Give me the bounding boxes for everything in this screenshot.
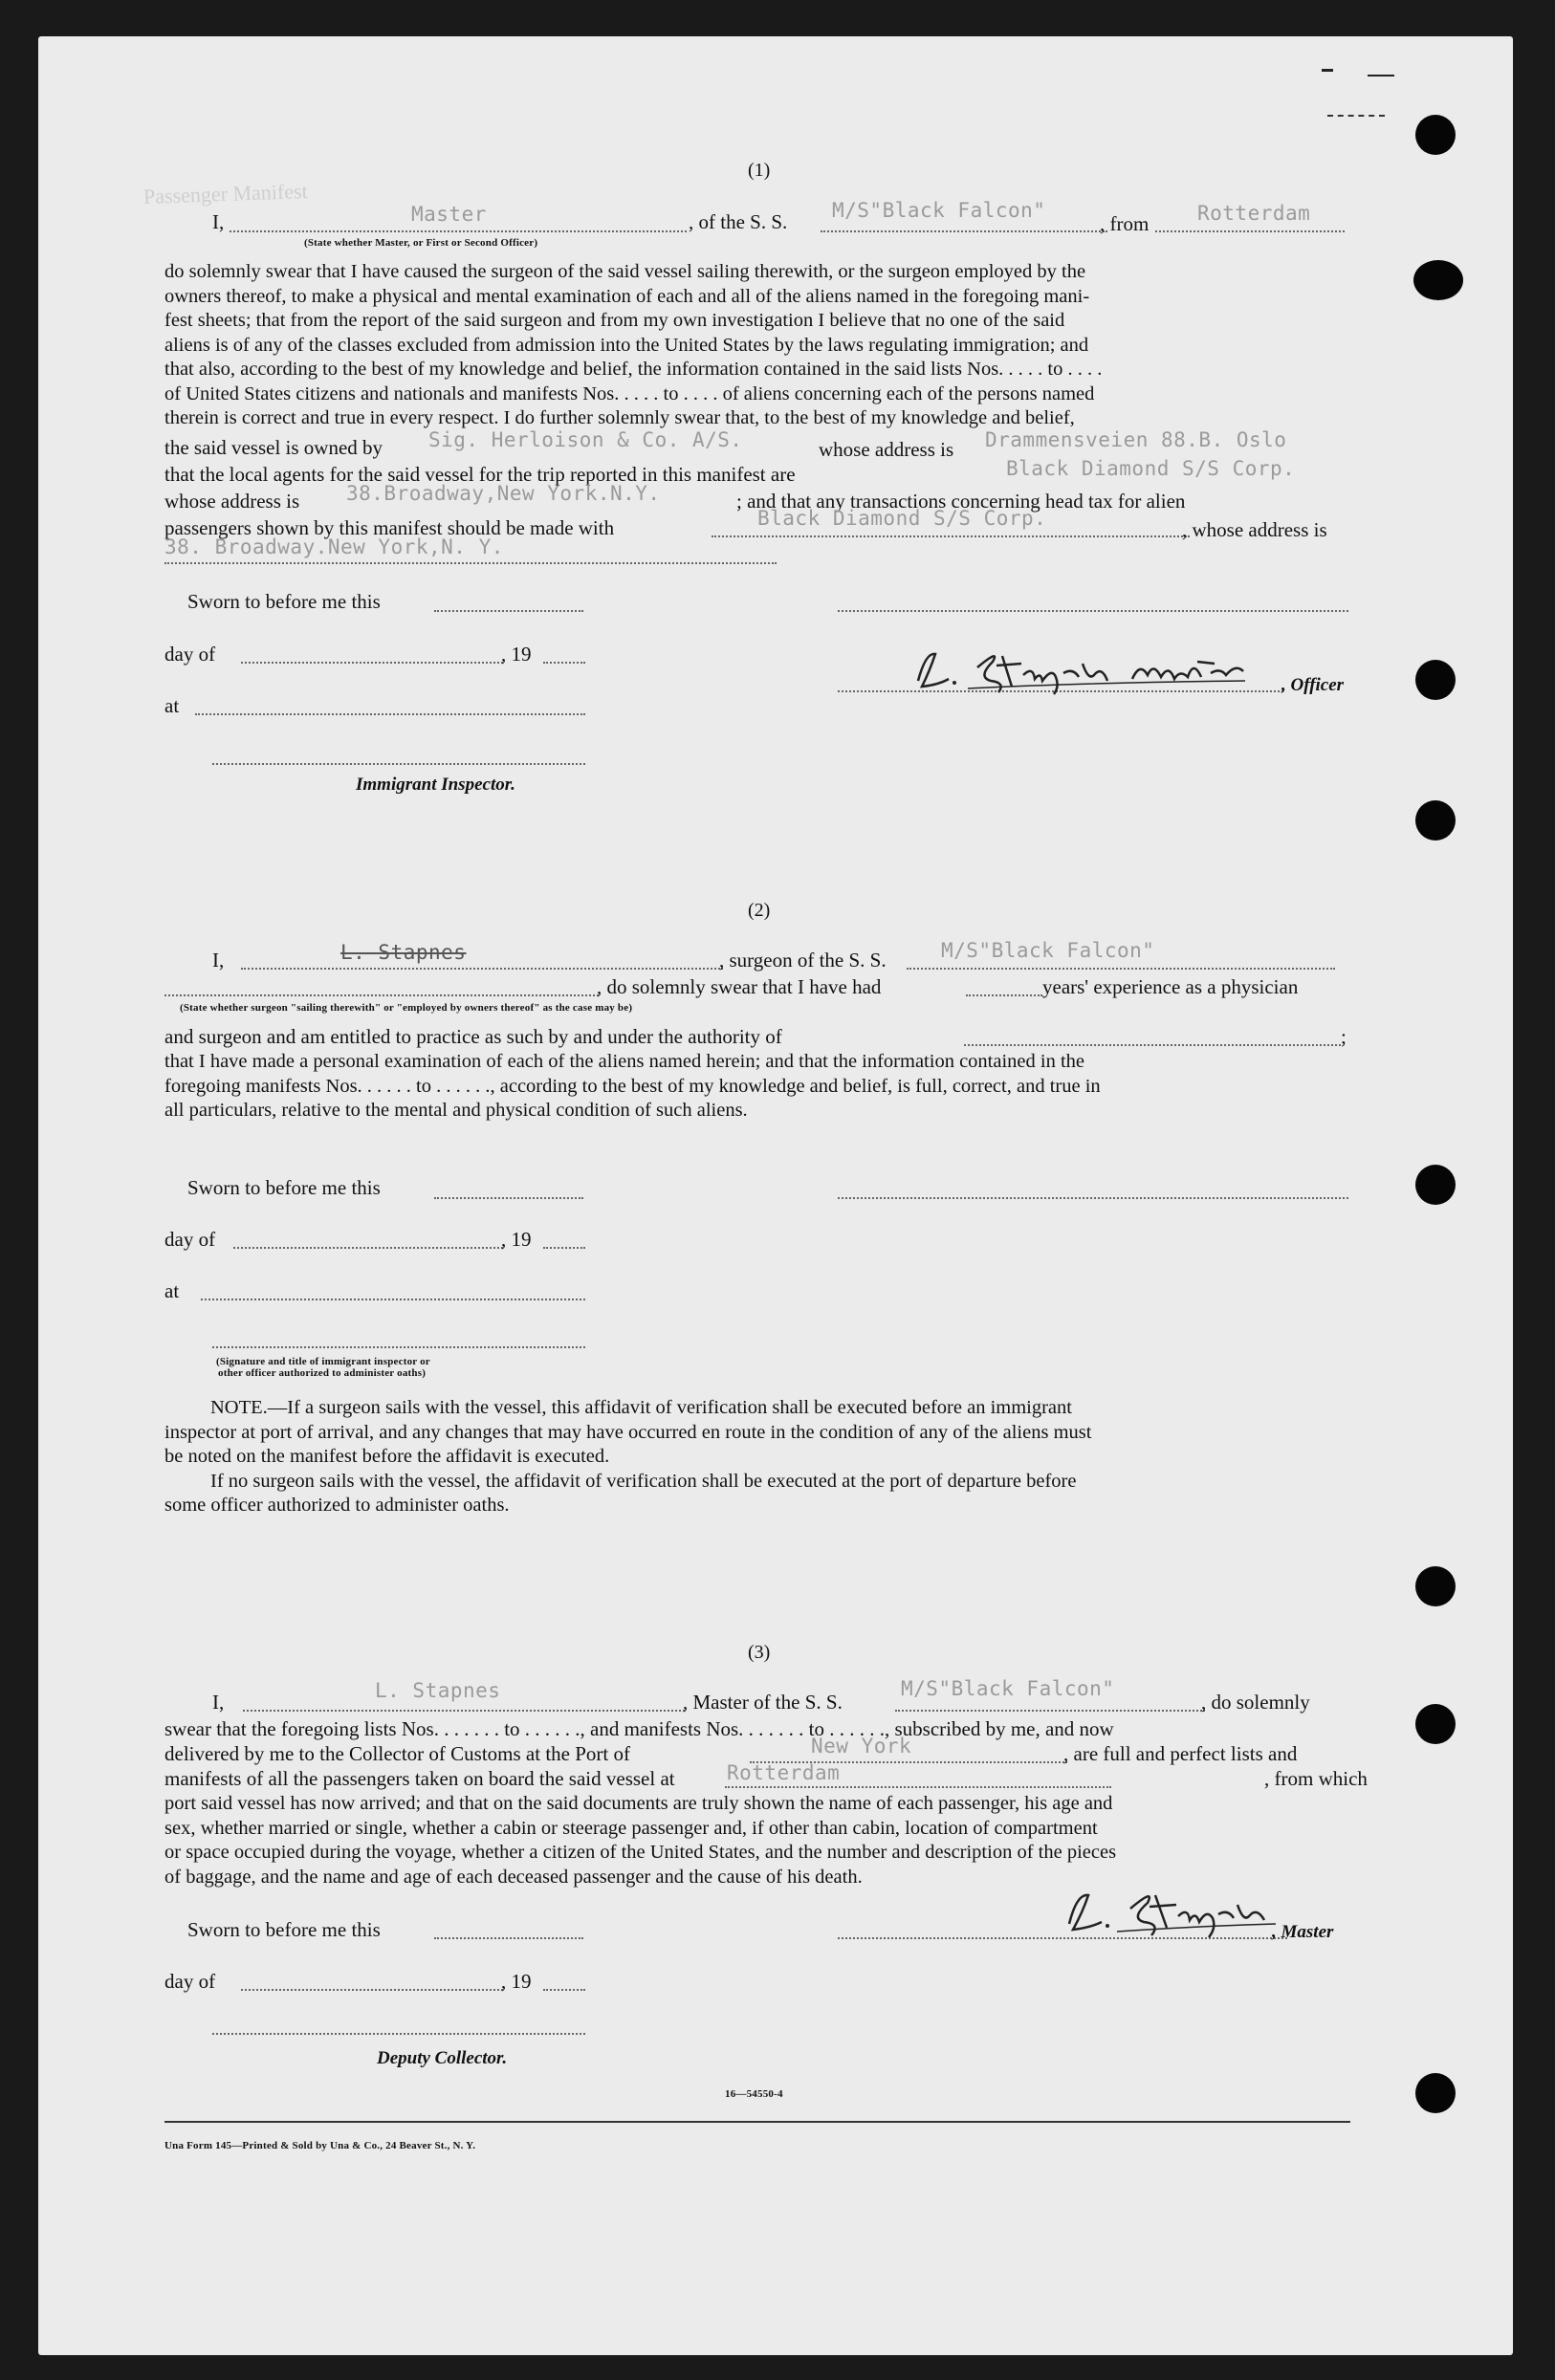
body-line: fest sheets; that from the report of the said surgeon and from my own investigation I believe that no one of the said: [164, 310, 1065, 331]
departure-port: Rotterdam: [727, 1761, 841, 1784]
years-label: years' experience as a physician: [1042, 975, 1299, 998]
full-label: , are full and perfect lists and: [1063, 1742, 1298, 1765]
officer-signature: [910, 643, 1274, 700]
section-number: (2): [748, 900, 771, 921]
body-line: aliens is of any of the classes excluded from admission into the United States by the laws regulating immigration; and: [164, 334, 1089, 356]
corner-mark: [1368, 75, 1394, 76]
departure-port-line: [725, 1786, 1111, 1788]
section-number: (1): [748, 160, 771, 181]
day-of-label: day of: [164, 643, 216, 666]
year-field-line: [543, 1247, 585, 1249]
vessel-name: M/S"Black Falcon": [832, 199, 1046, 222]
body-line: foregoing manifests Nos. . . . . . to . . . . . ., according to the best of my knowledge and belief, is full, correct, and true in: [164, 1075, 1101, 1097]
officer-label: , Officer: [1281, 675, 1345, 695]
punch-hole: [1413, 260, 1463, 300]
sworn-label: Sworn to before me this: [187, 590, 381, 613]
years-field-line: [966, 994, 1042, 996]
manifests-label: manifests of all the passengers taken on board the said vessel at: [164, 1767, 675, 1790]
delivered-label: delivered by me to the Collector of Customs at the Port of: [164, 1742, 630, 1765]
section2-body: [164, 1050, 1350, 1124]
punch-hole: [1415, 115, 1456, 155]
surgeon-name-line: [241, 968, 723, 970]
collector-signature-line: [212, 2033, 585, 2035]
body-line: of United States citizens and nationals and manifests Nos. . . . . to . . . . of aliens concerning each of the persons named: [164, 382, 1095, 404]
body-line: and surgeon and am entitled to practice as such by and under the authority of: [164, 1025, 782, 1048]
master-name: L. Stapnes: [375, 1679, 501, 1702]
signature-line: [838, 610, 1348, 612]
agents-address-label: whose address is: [164, 490, 300, 513]
punch-hole: [1415, 800, 1456, 841]
bleed-through-text: Passenger Manifest: [142, 179, 309, 208]
arrival-port: New York: [811, 1735, 912, 1758]
master-vessel: M/S"Black Falcon": [901, 1677, 1115, 1700]
head-tax-field-line: [712, 535, 1190, 537]
surgeon-of-label: , surgeon of the S. S.: [719, 949, 887, 972]
punch-hole: [1415, 1165, 1456, 1205]
authority-field-line: [964, 1044, 1341, 1046]
swear-label: , do solemnly: [1201, 1691, 1310, 1714]
body-line: therein is correct and true in every respect. I do further solemnly swear that, to the best of my knowledge and belief,: [164, 407, 1075, 428]
note-line: inspector at port of arrival, and any changes that may have occurred en route in the condition of any of the aliens must: [164, 1421, 1092, 1443]
inspector-signature-line: [212, 1346, 585, 1348]
vessel-field-line: [821, 230, 1107, 232]
punch-hole: [1415, 1566, 1456, 1606]
head-tax-address: 38. Broadway.New York,N. Y.: [164, 535, 504, 558]
surgeon-signature-line: [838, 1197, 1348, 1199]
section-number: (3): [748, 1642, 771, 1663]
rank-note: (State whether Master, or First or Second Officer): [304, 237, 538, 249]
head-tax-party: Black Diamond S/S Corp.: [757, 507, 1047, 530]
agents-name: Black Diamond S/S Corp.: [1006, 457, 1296, 480]
passengers-label: passengers shown by this manifest should be made with: [164, 516, 615, 539]
body-line: or space occupied during the voyage, whether a citizen of the United States, and the number and description of the pieces: [164, 1842, 1117, 1863]
body-line: owners thereof, to make a physical and mental examination of each and all of the aliens named in the foregoing mani-: [164, 285, 1090, 307]
rank-value: Master: [411, 203, 487, 226]
sworn-field-line: [434, 610, 583, 612]
body-line: sex, whether married or single, whether a cabin or steerage passenger and, if other than cabin, location of compartment: [164, 1817, 1098, 1839]
punch-hole: [1415, 2073, 1456, 2113]
day-of-label: day of: [164, 1970, 216, 1993]
swear-label: , do solemnly swear that I have had: [597, 975, 882, 998]
head-tax-address-line: [164, 562, 777, 564]
punch-hole: [1415, 1704, 1456, 1744]
year-label: , 19: [501, 643, 532, 666]
sworn-field-line: [434, 1197, 583, 1199]
lists-line: swear that the foregoing lists Nos. . . . . . . to . . . . . ., and manifests Nos. . . . . . . to . . . . . ., subscribed by me, and now: [164, 1717, 1114, 1740]
surgeon-status-note: (State whether surgeon "sailing therewith" or "employed by owners thereof" as the case may be): [180, 1002, 633, 1014]
body-line: all particulars, relative to the mental and physical condition of such aliens.: [164, 1100, 748, 1121]
body-line: that I have made a personal examination of each of the aliens named herein; and that the information contained in the: [164, 1051, 1084, 1072]
day-field-line: [233, 1247, 503, 1249]
from-label: , from: [1100, 212, 1150, 235]
sig-note: (Signature and title of immigrant inspector or: [216, 1356, 430, 1367]
corner-mark: [1322, 69, 1333, 72]
note-block: [164, 1396, 1350, 1518]
at-label: at: [164, 694, 180, 717]
year-label: , 19: [501, 1228, 532, 1251]
sworn-label: Sworn to before me this: [187, 1918, 381, 1941]
day-field-line: [241, 662, 503, 664]
agents-label: that the local agents for the said vessel for the trip reported in this manifest are: [164, 463, 796, 486]
semicolon: ;: [1341, 1025, 1347, 1048]
at-label: at: [164, 1279, 180, 1302]
form-code: 16—54550-4: [725, 2088, 783, 2100]
master-name-line: [243, 1710, 685, 1712]
surgeon-vessel-line: [907, 968, 1335, 970]
day-field-line: [241, 1989, 503, 1991]
footer-rule: [164, 2121, 1350, 2123]
intro-i: I,: [212, 210, 225, 233]
master-label: , Master: [1272, 1922, 1334, 1942]
collector-label: Deputy Collector.: [377, 2048, 508, 2068]
departure-port: Rotterdam: [1197, 202, 1311, 225]
body-line: of baggage, and the name and age of each deceased passenger and the cause of his death.: [164, 1866, 863, 1888]
of-the-ss-label: , of the S. S.: [689, 210, 788, 233]
master-of-label: , Master of the S. S.: [683, 1691, 843, 1714]
note-line: be noted on the manifest before the affidavit is executed.: [164, 1446, 610, 1467]
agents-address: 38.Broadway,New York.N.Y.: [346, 482, 661, 505]
note-line: some officer authorized to administer oaths.: [164, 1495, 510, 1516]
year-field-line: [543, 662, 585, 664]
owner-address: Drammensveien 88.B. Oslo: [985, 428, 1287, 451]
body-line: do solemnly swear that I have caused the surgeon of the said vessel sailing therewith, or the surgeon employed by the: [164, 261, 1086, 282]
inspector-label: Immigrant Inspector.: [356, 775, 515, 795]
at-field-line: [201, 1299, 585, 1300]
owned-by-label: the said vessel is owned by: [164, 436, 383, 459]
body-line: port said vessel has now arrived; and that on the said documents are truly shown the name of each passenger, his age and: [164, 1793, 1113, 1814]
sworn-field-line: [434, 1937, 583, 1939]
intro-i: I,: [212, 949, 225, 972]
year-label: , 19: [501, 1970, 532, 1993]
printer-imprint: Una Form 145—Printed & Sold by Una & Co., 24 Beaver St., N. Y.: [164, 2140, 476, 2151]
port-field-line: [1155, 230, 1345, 232]
head-tax-label: ; and that any transactions concerning head tax for alien: [736, 490, 1186, 513]
owner-address-label: whose address is: [819, 438, 954, 461]
corner-mark: [1327, 113, 1385, 117]
master-vessel-line: [895, 1710, 1205, 1712]
section1-body: [164, 260, 1350, 431]
year-field-line: [543, 1989, 585, 1991]
at-field-line: [195, 713, 585, 715]
surgeon-vessel: M/S"Black Falcon": [941, 939, 1155, 962]
sig-note: other officer authorized to administer oaths): [218, 1367, 427, 1379]
intro-i: I,: [212, 1691, 225, 1714]
owner-name: Sig. Herloison & Co. A/S.: [428, 428, 743, 451]
head-tax-address-label: , whose address is: [1182, 518, 1327, 541]
note-line: If no surgeon sails with the vessel, the affidavit of verification shall be executed at the port of departure before: [210, 1470, 1077, 1492]
sworn-label: Sworn to before me this: [187, 1176, 381, 1199]
inspector-signature-line: [212, 763, 585, 765]
body-line: that also, according to the best of my knowledge and belief, the information contained in the said lists Nos. . . . . to . . . .: [164, 359, 1103, 380]
punch-hole: [1415, 660, 1456, 700]
section3-body: [164, 1792, 1350, 1889]
master-signature: [1060, 1882, 1280, 1943]
day-of-label: day of: [164, 1228, 216, 1251]
note-line: NOTE.—If a surgeon sails with the vessel, this affidavit of verification shall be executed before an immigrant: [210, 1397, 1072, 1418]
surgeon-name: L. Stapnes: [340, 941, 467, 964]
from-which: , from which: [1264, 1767, 1368, 1790]
